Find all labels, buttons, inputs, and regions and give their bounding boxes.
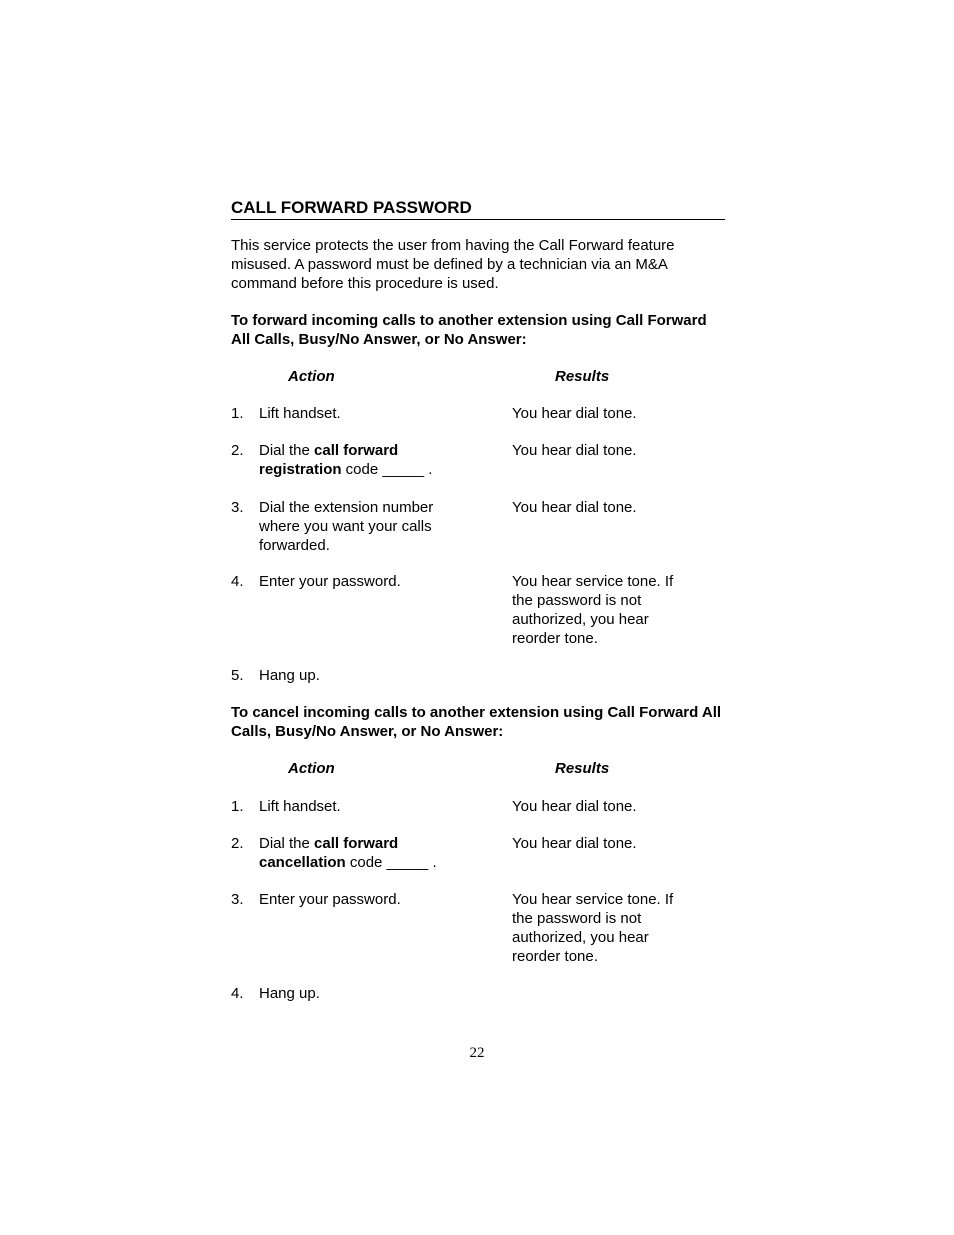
- step-number: 2.: [231, 442, 244, 459]
- step-number: 4.: [231, 985, 244, 1002]
- step-result: You hear dial tone.: [512, 798, 637, 815]
- intro-paragraph: This service protects the user from having the Call Forward feature misused. A password must be defined by a technician via an M&A command before this procedure is used.: [231, 237, 675, 292]
- section2-action-header: Action: [288, 760, 335, 777]
- step-number: 3.: [231, 499, 244, 516]
- step-action: Hang up.: [259, 667, 320, 684]
- step-action-text: Dial the: [259, 835, 315, 852]
- step-action-bold: call forward registration: [259, 442, 399, 478]
- step-number: 2.: [231, 835, 244, 852]
- page-number: 22: [469, 1045, 485, 1061]
- step-action-text: code _____ .: [345, 854, 437, 871]
- step-action-text: Dial the: [259, 442, 315, 459]
- step-number: 3.: [231, 891, 244, 908]
- step-result: You hear dial tone.: [512, 442, 637, 459]
- section1-results-header: Results: [555, 368, 610, 385]
- step-number: 5.: [231, 667, 244, 684]
- step-result: You hear dial tone.: [512, 835, 637, 852]
- step-action: Enter your password.: [259, 573, 401, 590]
- step-action: Hang up.: [259, 985, 320, 1002]
- section2-results-header: Results: [555, 760, 610, 777]
- step-result: You hear service tone. If the password is not authorized, you hear reorder tone.: [512, 891, 674, 965]
- step-number: 4.: [231, 573, 244, 590]
- step-number: 1.: [231, 405, 244, 422]
- step-action-bold: call forward cancellation: [259, 835, 399, 871]
- section1-heading: To forward incoming calls to another extension using Call Forward All Calls, Busy/No Answer, or No Answer:: [231, 312, 707, 348]
- step-action-text: code _____ .: [341, 461, 433, 478]
- step-number: 1.: [231, 798, 244, 815]
- section1-action-header: Action: [288, 368, 335, 385]
- step-result: You hear dial tone.: [512, 405, 637, 422]
- step-action: Enter your password.: [259, 891, 401, 908]
- page-title: CALL FORWARD PASSWORD: [231, 197, 725, 220]
- step-result: You hear dial tone.: [512, 499, 637, 516]
- step-action: Lift handset.: [259, 405, 341, 422]
- step-action: Lift handset.: [259, 798, 341, 815]
- step-action: [259, 441, 459, 479]
- step-action: Dial the extension number where you want your calls forwarded.: [259, 499, 434, 554]
- step-result: You hear service tone. If the password is not authorized, you hear reorder tone.: [512, 573, 674, 647]
- section2-heading: To cancel incoming calls to another extension using Call Forward All Calls, Busy/No Answer, or No Answer:: [231, 704, 722, 740]
- step-action: [259, 834, 459, 872]
